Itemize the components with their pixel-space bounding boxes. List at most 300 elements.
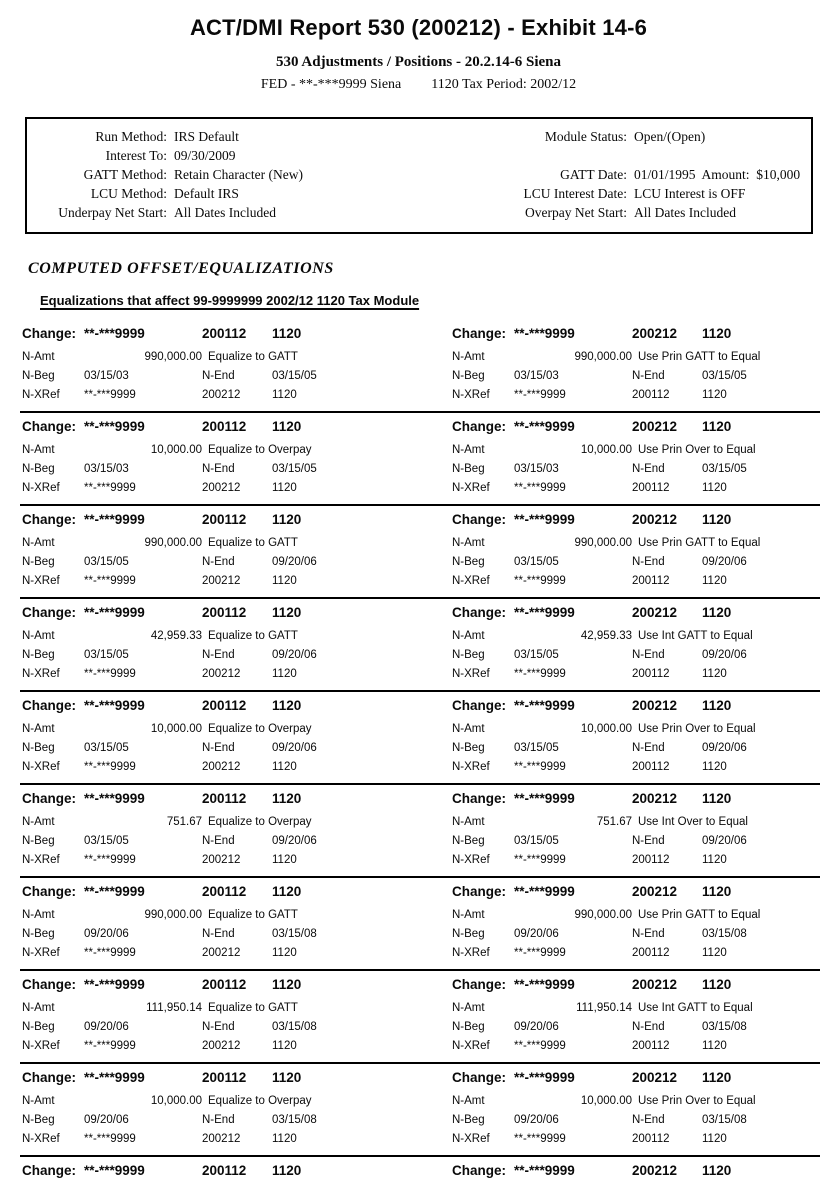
change-ein: **-***9999 bbox=[514, 791, 575, 806]
n-beg-row bbox=[452, 460, 818, 479]
n-amt-desc: Use Int Over to Equal bbox=[638, 816, 748, 828]
change-ein: **-***9999 bbox=[84, 698, 145, 713]
change-header-row bbox=[452, 791, 818, 807]
change-label: Change: bbox=[452, 512, 506, 527]
n-end-label: N-End bbox=[632, 463, 665, 475]
change-body bbox=[22, 813, 410, 870]
change-mft: 1120 bbox=[272, 884, 302, 899]
n-end-date: 03/15/05 bbox=[272, 370, 317, 382]
row-label: GATT Method: bbox=[83, 167, 167, 182]
n-xref-ein: **-***9999 bbox=[84, 1040, 136, 1052]
n-beg-label: N-Beg bbox=[452, 835, 485, 847]
n-beg-date: 09/20/06 bbox=[514, 1114, 559, 1126]
n-xref-period: 200212 bbox=[202, 482, 241, 494]
summary-box bbox=[25, 117, 813, 234]
change-period: 200112 bbox=[202, 419, 247, 434]
n-beg-label: N-Beg bbox=[452, 928, 485, 940]
n-beg-label: N-Beg bbox=[22, 1114, 55, 1126]
n-amt-label: N-Amt bbox=[452, 351, 485, 363]
n-amt-label: N-Amt bbox=[452, 630, 485, 642]
n-end-label: N-End bbox=[202, 742, 235, 754]
n-xref-ein: **-***9999 bbox=[514, 575, 566, 587]
n-beg-row bbox=[22, 367, 410, 386]
change-header-row bbox=[22, 326, 410, 342]
n-amt-row bbox=[22, 348, 410, 367]
n-end-label: N-End bbox=[202, 1021, 235, 1033]
n-amt-value: 10,000.00 bbox=[580, 1095, 632, 1107]
change-ein: **-***9999 bbox=[514, 605, 575, 620]
n-end-label: N-End bbox=[202, 463, 235, 475]
n-amt-value: 111,950.14 bbox=[576, 1002, 632, 1014]
n-amt-label: N-Amt bbox=[22, 351, 55, 363]
n-beg-date: 03/15/03 bbox=[514, 463, 559, 475]
change-mft: 1120 bbox=[272, 326, 302, 341]
change-body bbox=[452, 627, 818, 684]
n-beg-label: N-Beg bbox=[452, 649, 485, 661]
n-beg-label: N-Beg bbox=[22, 556, 55, 568]
change-period: 200112 bbox=[202, 698, 247, 713]
n-xref-mft: 1120 bbox=[702, 854, 727, 866]
n-amt-desc: Equalize to GATT bbox=[208, 630, 298, 642]
summary-row bbox=[27, 203, 467, 222]
n-xref-mft: 1120 bbox=[702, 1040, 727, 1052]
change-mft: 1120 bbox=[702, 1070, 732, 1085]
change-label: Change: bbox=[452, 977, 506, 992]
n-end-date: 03/15/05 bbox=[702, 463, 747, 475]
n-xref-period: 200112 bbox=[632, 854, 670, 866]
row-value: IRS Default bbox=[174, 129, 239, 144]
change-mft: 1120 bbox=[702, 791, 732, 806]
section-heading: COMPUTED OFFSET/EQUALIZATIONS bbox=[28, 260, 334, 277]
change-ein: **-***9999 bbox=[514, 326, 575, 341]
report-subtitle: 530 Adjustments / Positions - 20.2.14-6 Siena bbox=[275, 54, 562, 70]
n-xref-ein: **-***9999 bbox=[514, 668, 566, 680]
n-xref-ein: **-***9999 bbox=[514, 854, 566, 866]
change-period: 200112 bbox=[202, 326, 247, 341]
n-beg-row bbox=[22, 646, 410, 665]
change-block-left bbox=[20, 605, 410, 684]
row-label: Interest To: bbox=[105, 148, 167, 163]
change-block-left bbox=[20, 884, 410, 963]
n-amt-value: 990,000.00 bbox=[144, 537, 202, 549]
n-amt-row bbox=[452, 534, 818, 553]
row-label: LCU Method: bbox=[90, 186, 167, 201]
n-xref-period: 200212 bbox=[202, 1040, 241, 1052]
n-amt-label: N-Amt bbox=[452, 816, 485, 828]
change-label: Change: bbox=[22, 791, 76, 806]
change-ein: **-***9999 bbox=[84, 884, 145, 899]
n-end-date: 09/20/06 bbox=[272, 649, 317, 661]
n-beg-label: N-Beg bbox=[22, 1021, 55, 1033]
n-xref-row bbox=[22, 665, 410, 684]
n-amt-label: N-Amt bbox=[22, 630, 55, 642]
change-header-row bbox=[452, 326, 818, 342]
change-block-right bbox=[450, 1070, 818, 1149]
change-ein: **-***9999 bbox=[84, 1163, 145, 1178]
n-amt-value: 42,959.33 bbox=[580, 630, 632, 642]
n-xref-ein: **-***9999 bbox=[84, 389, 136, 401]
n-xref-label: N-XRef bbox=[22, 389, 60, 401]
change-header-row bbox=[22, 512, 410, 528]
n-beg-label: N-Beg bbox=[452, 1114, 485, 1126]
summary-row-blank bbox=[467, 146, 811, 165]
n-xref-label: N-XRef bbox=[22, 482, 60, 494]
fed-tax-period: 1120 Tax Period: 2002/12 bbox=[431, 77, 577, 92]
n-amt-value: 10,000.00 bbox=[580, 723, 632, 735]
n-beg-row bbox=[22, 1018, 410, 1037]
n-amt-value: 990,000.00 bbox=[144, 351, 202, 363]
change-period: 200112 bbox=[202, 791, 247, 806]
n-amt-desc: Equalize to GATT bbox=[208, 1002, 298, 1014]
change-mft: 1120 bbox=[702, 977, 732, 992]
n-amt-desc: Equalize to GATT bbox=[208, 351, 298, 363]
n-amt-row bbox=[22, 1092, 410, 1111]
n-beg-row bbox=[22, 832, 410, 851]
change-block-right bbox=[450, 1163, 818, 1181]
change-label: Change: bbox=[22, 1163, 76, 1178]
n-beg-row bbox=[22, 553, 410, 572]
n-amt-value: 10,000.00 bbox=[150, 444, 202, 456]
change-block bbox=[20, 1062, 820, 1155]
change-mft: 1120 bbox=[272, 512, 302, 527]
change-header-row bbox=[452, 605, 818, 621]
equalization-blocks bbox=[20, 320, 820, 1181]
n-xref-period: 200112 bbox=[632, 389, 670, 401]
n-xref-period: 200212 bbox=[202, 854, 241, 866]
n-beg-label: N-Beg bbox=[452, 556, 485, 568]
n-amt-desc: Use Prin GATT to Equal bbox=[638, 537, 761, 549]
change-block bbox=[20, 411, 820, 504]
summary-right-column bbox=[467, 127, 811, 222]
change-ein: **-***9999 bbox=[514, 512, 575, 527]
n-beg-label: N-Beg bbox=[22, 370, 55, 382]
change-header-row bbox=[22, 791, 410, 807]
n-amt-row bbox=[22, 813, 410, 832]
n-beg-date: 03/15/05 bbox=[514, 649, 559, 661]
change-ein: **-***9999 bbox=[84, 791, 145, 806]
change-body bbox=[452, 720, 818, 777]
n-amt-row bbox=[452, 627, 818, 646]
n-amt-value: 751.67 bbox=[596, 816, 632, 828]
n-end-date: 03/15/08 bbox=[702, 928, 747, 940]
n-xref-label: N-XRef bbox=[452, 761, 490, 773]
change-body bbox=[452, 348, 818, 405]
n-beg-label: N-Beg bbox=[452, 463, 485, 475]
n-beg-date: 03/15/05 bbox=[514, 835, 559, 847]
n-amt-row bbox=[452, 999, 818, 1018]
n-beg-row bbox=[452, 739, 818, 758]
n-amt-row bbox=[452, 441, 818, 460]
n-amt-value: 10,000.00 bbox=[150, 1095, 202, 1107]
n-xref-row bbox=[452, 944, 818, 963]
n-beg-row bbox=[452, 646, 818, 665]
n-beg-row bbox=[452, 925, 818, 944]
n-beg-label: N-Beg bbox=[22, 928, 55, 940]
n-beg-date: 09/20/06 bbox=[514, 928, 559, 940]
change-mft: 1120 bbox=[272, 1070, 302, 1085]
change-mft: 1120 bbox=[702, 419, 732, 434]
summary-row bbox=[467, 203, 811, 222]
n-amt-label: N-Amt bbox=[452, 1002, 485, 1014]
n-xref-ein: **-***9999 bbox=[514, 1040, 566, 1052]
n-end-label: N-End bbox=[632, 370, 665, 382]
n-xref-label: N-XRef bbox=[22, 1040, 60, 1052]
n-amt-desc: Equalize to Overpay bbox=[208, 723, 312, 735]
change-block bbox=[20, 504, 820, 597]
n-xref-period: 200212 bbox=[202, 668, 241, 680]
n-xref-period: 200212 bbox=[202, 575, 241, 587]
n-xref-ein: **-***9999 bbox=[514, 1133, 566, 1145]
n-xref-row bbox=[452, 479, 818, 498]
n-xref-row bbox=[452, 386, 818, 405]
n-end-label: N-End bbox=[632, 649, 665, 661]
change-header-row bbox=[22, 884, 410, 900]
n-end-label: N-End bbox=[202, 835, 235, 847]
n-xref-mft: 1120 bbox=[272, 947, 297, 959]
change-mft: 1120 bbox=[702, 698, 732, 713]
n-xref-mft: 1120 bbox=[272, 668, 297, 680]
change-mft: 1120 bbox=[272, 791, 302, 806]
change-header-row bbox=[452, 977, 818, 993]
change-header-row bbox=[22, 1070, 410, 1086]
summary-row bbox=[467, 184, 811, 203]
row-value: All Dates Included bbox=[634, 205, 736, 220]
n-beg-date: 03/15/03 bbox=[514, 370, 559, 382]
change-label: Change: bbox=[452, 419, 506, 434]
change-ein: **-***9999 bbox=[84, 605, 145, 620]
n-amt-value: 111,950.14 bbox=[146, 1002, 202, 1014]
n-end-date: 03/15/08 bbox=[272, 928, 317, 940]
n-amt-desc: Equalize to Overpay bbox=[208, 444, 312, 456]
n-amt-value: 990,000.00 bbox=[574, 537, 632, 549]
n-amt-label: N-Amt bbox=[22, 537, 55, 549]
change-period: 200112 bbox=[202, 1163, 247, 1178]
n-amt-row bbox=[22, 906, 410, 925]
change-label: Change: bbox=[22, 326, 76, 341]
n-amt-row bbox=[22, 534, 410, 553]
n-amt-row bbox=[22, 720, 410, 739]
row-value: 09/30/2009 bbox=[174, 148, 236, 163]
n-xref-mft: 1120 bbox=[272, 761, 297, 773]
n-xref-mft: 1120 bbox=[702, 947, 727, 959]
n-amt-row bbox=[452, 906, 818, 925]
n-end-label: N-End bbox=[202, 370, 235, 382]
n-amt-value: 990,000.00 bbox=[144, 909, 202, 921]
n-end-label: N-End bbox=[632, 928, 665, 940]
n-beg-label: N-Beg bbox=[452, 370, 485, 382]
n-xref-mft: 1120 bbox=[702, 1133, 727, 1145]
n-amt-row bbox=[452, 720, 818, 739]
change-mft: 1120 bbox=[702, 605, 732, 620]
n-xref-ein: **-***9999 bbox=[84, 575, 136, 587]
n-xref-mft: 1120 bbox=[272, 854, 297, 866]
n-beg-date: 03/15/03 bbox=[84, 370, 129, 382]
n-end-label: N-End bbox=[632, 835, 665, 847]
change-header-row bbox=[452, 1070, 818, 1086]
change-block-right bbox=[450, 884, 818, 963]
change-body bbox=[452, 1092, 818, 1149]
change-block-left bbox=[20, 791, 410, 870]
n-amt-row bbox=[22, 441, 410, 460]
n-xref-label: N-XRef bbox=[22, 1133, 60, 1145]
n-beg-date: 03/15/05 bbox=[84, 556, 129, 568]
change-label: Change: bbox=[452, 698, 506, 713]
n-xref-ein: **-***9999 bbox=[84, 761, 136, 773]
n-xref-ein: **-***9999 bbox=[84, 1133, 136, 1145]
n-amt-label: N-Amt bbox=[452, 723, 485, 735]
change-label: Change: bbox=[22, 419, 76, 434]
change-ein: **-***9999 bbox=[84, 326, 145, 341]
n-amt-desc: Use Prin Over to Equal bbox=[638, 444, 756, 456]
row-value: All Dates Included bbox=[174, 205, 276, 220]
n-xref-period: 200112 bbox=[632, 668, 670, 680]
change-period: 200112 bbox=[202, 977, 247, 992]
n-xref-mft: 1120 bbox=[272, 575, 297, 587]
summary-row bbox=[467, 165, 811, 184]
n-end-date: 03/15/05 bbox=[702, 370, 747, 382]
n-xref-ein: **-***9999 bbox=[84, 854, 136, 866]
n-beg-date: 09/20/06 bbox=[84, 1021, 129, 1033]
n-amt-label: N-Amt bbox=[22, 816, 55, 828]
change-mft: 1120 bbox=[272, 419, 302, 434]
n-end-label: N-End bbox=[632, 1021, 665, 1033]
n-beg-date: 03/15/05 bbox=[514, 556, 559, 568]
n-beg-date: 03/15/05 bbox=[84, 835, 129, 847]
n-xref-period: 200112 bbox=[632, 482, 670, 494]
change-period: 200212 bbox=[632, 791, 678, 806]
change-label: Change: bbox=[22, 977, 76, 992]
n-amt-desc: Equalize to Overpay bbox=[208, 1095, 312, 1107]
n-end-label: N-End bbox=[202, 556, 235, 568]
n-amt-label: N-Amt bbox=[452, 444, 485, 456]
n-xref-row bbox=[452, 1037, 818, 1056]
change-block-left bbox=[20, 698, 410, 777]
change-block bbox=[20, 1155, 820, 1181]
n-xref-label: N-XRef bbox=[452, 668, 490, 680]
change-header-row bbox=[452, 512, 818, 528]
change-period: 200112 bbox=[202, 1070, 247, 1085]
n-xref-row bbox=[22, 479, 410, 498]
n-end-label: N-End bbox=[632, 1114, 665, 1126]
n-end-date: 03/15/08 bbox=[272, 1021, 317, 1033]
change-label: Change: bbox=[22, 605, 76, 620]
change-ein: **-***9999 bbox=[84, 977, 145, 992]
row-value: 01/01/1995 Amount: $10,000 bbox=[634, 167, 801, 182]
n-amt-desc: Use Int GATT to Equal bbox=[638, 630, 753, 642]
change-block-right bbox=[450, 605, 818, 684]
change-period: 200212 bbox=[632, 326, 678, 341]
change-ein: **-***9999 bbox=[514, 1163, 575, 1178]
n-xref-mft: 1120 bbox=[702, 482, 727, 494]
n-beg-row bbox=[22, 925, 410, 944]
change-mft: 1120 bbox=[272, 1163, 302, 1178]
n-xref-period: 200212 bbox=[202, 761, 241, 773]
n-end-date: 03/15/08 bbox=[702, 1114, 747, 1126]
n-xref-label: N-XRef bbox=[22, 668, 60, 680]
n-end-date: 03/15/08 bbox=[702, 1021, 747, 1033]
n-end-date: 09/20/06 bbox=[272, 742, 317, 754]
n-xref-row bbox=[22, 1130, 410, 1149]
n-xref-label: N-XRef bbox=[452, 389, 490, 401]
change-header-row bbox=[22, 1163, 410, 1179]
n-amt-label: N-Amt bbox=[22, 444, 55, 456]
n-amt-desc: Equalize to Overpay bbox=[208, 816, 312, 828]
change-period: 200212 bbox=[632, 419, 678, 434]
change-body bbox=[452, 534, 818, 591]
n-beg-label: N-Beg bbox=[22, 742, 55, 754]
n-beg-label: N-Beg bbox=[452, 1021, 485, 1033]
n-end-date: 09/20/06 bbox=[702, 649, 747, 661]
change-header-row bbox=[452, 1163, 818, 1179]
change-block-right bbox=[450, 977, 818, 1056]
n-xref-ein: **-***9999 bbox=[84, 947, 136, 959]
n-beg-row bbox=[22, 460, 410, 479]
n-amt-row bbox=[452, 1092, 818, 1111]
change-label: Change: bbox=[452, 605, 506, 620]
change-label: Change: bbox=[452, 1163, 506, 1178]
change-ein: **-***9999 bbox=[514, 884, 575, 899]
n-xref-row bbox=[452, 851, 818, 870]
n-amt-label: N-Amt bbox=[452, 1095, 485, 1107]
n-amt-desc: Use Prin Over to Equal bbox=[638, 723, 756, 735]
n-xref-row bbox=[452, 665, 818, 684]
n-end-date: 09/20/06 bbox=[702, 835, 747, 847]
change-body bbox=[452, 441, 818, 498]
summary-row bbox=[27, 146, 467, 165]
n-beg-date: 09/20/06 bbox=[84, 928, 129, 940]
n-xref-row bbox=[22, 851, 410, 870]
n-beg-date: 03/15/05 bbox=[84, 742, 129, 754]
n-xref-period: 200212 bbox=[202, 1133, 241, 1145]
n-beg-date: 03/15/05 bbox=[514, 742, 559, 754]
n-beg-date: 09/20/06 bbox=[514, 1021, 559, 1033]
n-amt-value: 751.67 bbox=[166, 816, 202, 828]
change-label: Change: bbox=[452, 791, 506, 806]
summary-row bbox=[27, 127, 467, 146]
n-end-date: 09/20/06 bbox=[702, 742, 747, 754]
n-amt-row bbox=[22, 627, 410, 646]
row-label bbox=[467, 146, 627, 165]
change-block bbox=[20, 320, 820, 411]
change-label: Change: bbox=[22, 1070, 76, 1085]
n-amt-label: N-Amt bbox=[22, 723, 55, 735]
n-amt-row bbox=[22, 999, 410, 1018]
change-body bbox=[22, 720, 410, 777]
change-mft: 1120 bbox=[272, 605, 302, 620]
n-xref-ein: **-***9999 bbox=[84, 668, 136, 680]
n-beg-row bbox=[452, 553, 818, 572]
change-period: 200212 bbox=[632, 512, 678, 527]
change-body bbox=[22, 627, 410, 684]
change-ein: **-***9999 bbox=[84, 1070, 145, 1085]
change-body bbox=[452, 813, 818, 870]
n-xref-mft: 1120 bbox=[702, 761, 727, 773]
n-xref-mft: 1120 bbox=[702, 668, 727, 680]
fed-entity: FED - **-***9999 Siena bbox=[260, 77, 402, 92]
n-xref-ein: **-***9999 bbox=[84, 482, 136, 494]
change-body bbox=[22, 999, 410, 1056]
change-body bbox=[22, 1092, 410, 1149]
change-mft: 1120 bbox=[702, 1163, 732, 1178]
change-block-left bbox=[20, 1163, 410, 1181]
change-body bbox=[22, 348, 410, 405]
change-mft: 1120 bbox=[702, 326, 732, 341]
n-amt-desc: Use Int GATT to Equal bbox=[638, 1002, 753, 1014]
row-value: Retain Character (New) bbox=[174, 167, 303, 182]
fed-line bbox=[0, 77, 837, 93]
change-block-left bbox=[20, 326, 410, 405]
change-block bbox=[20, 690, 820, 783]
